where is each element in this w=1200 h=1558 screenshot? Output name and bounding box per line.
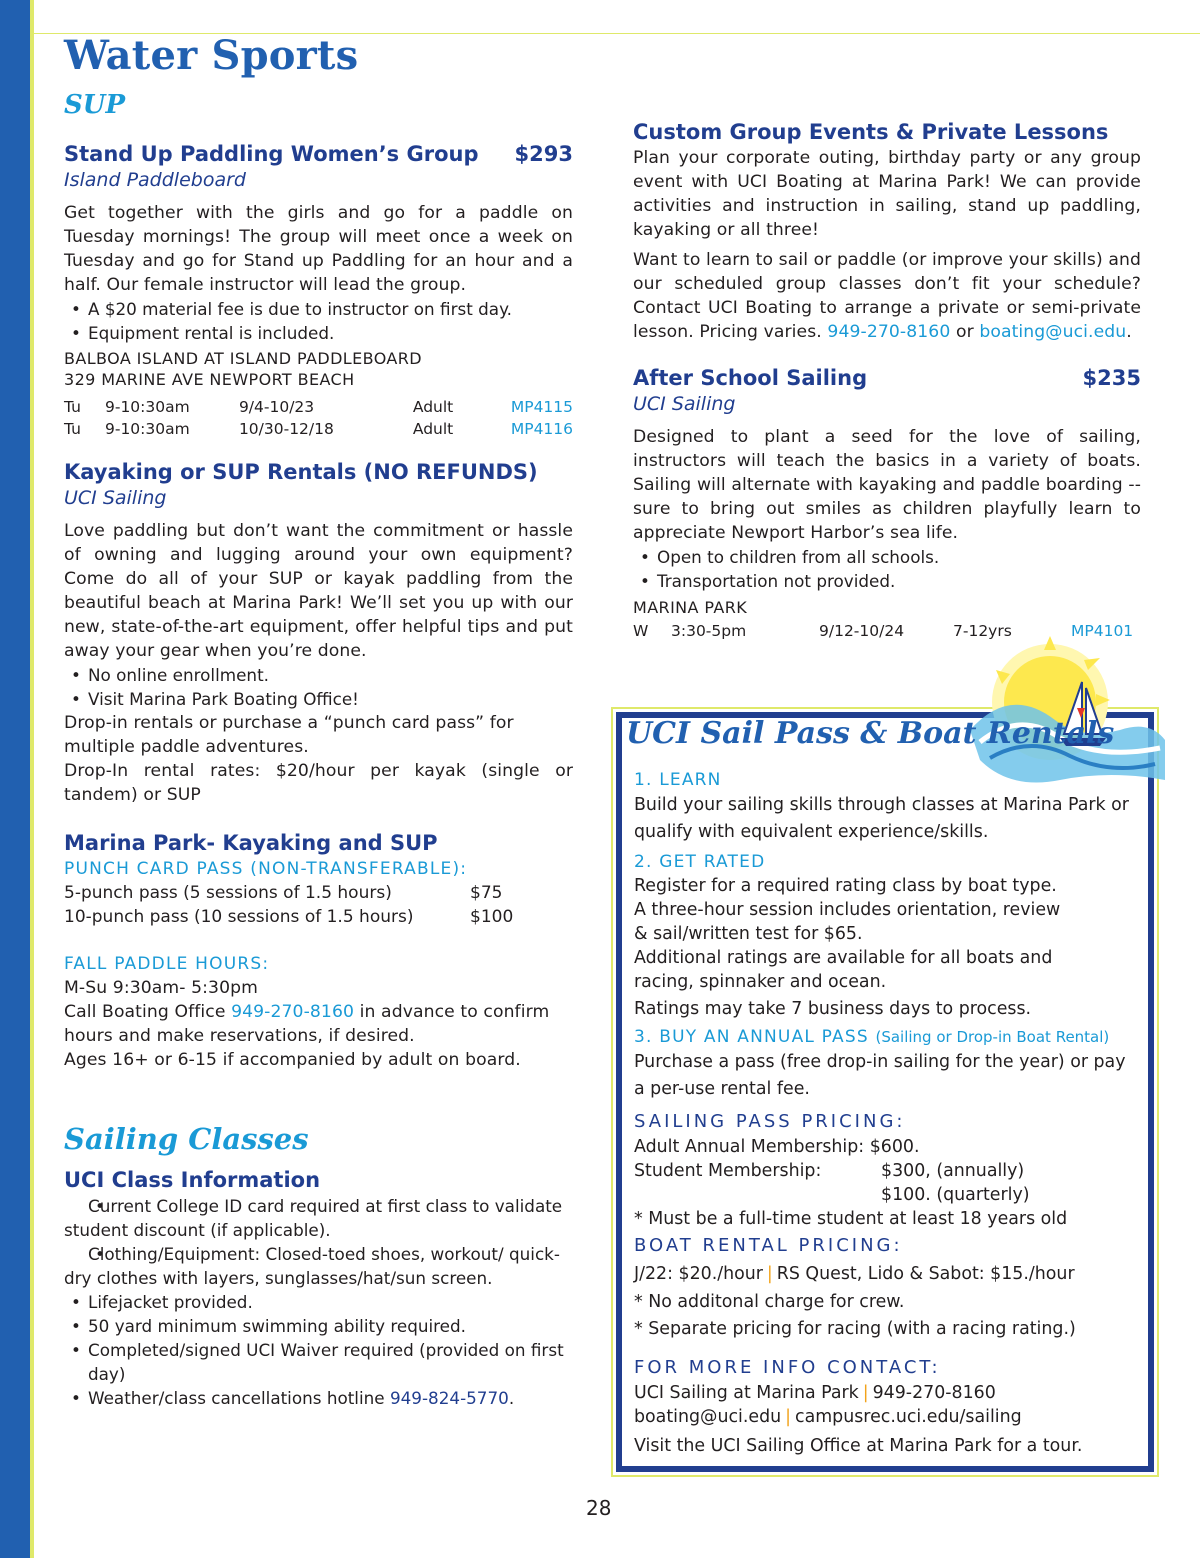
right-column <box>633 118 1141 642</box>
course-provider: Island Paddleboard <box>64 169 246 191</box>
list-item: • Lifejacket provided. <box>64 1290 573 1314</box>
schedule-age: Adult <box>412 398 454 416</box>
schedule-day: W <box>633 622 649 640</box>
separator-bar: | <box>785 1407 792 1427</box>
contact-web-link[interactable]: campusrec.uci.edu/sailing <box>795 1407 1022 1427</box>
racing-note: * Separate pricing for racing (with a racing rating.) <box>634 1319 1076 1339</box>
separator-bar: | <box>766 1264 773 1284</box>
course-price: $293 <box>514 142 573 166</box>
student-label: Student Membership: <box>634 1161 822 1181</box>
course-title: Kayaking or SUP Rentals (NO REFUNDS) <box>64 460 538 484</box>
course-name: Stand Up Paddling Women’s Group <box>64 142 479 166</box>
course-title: Custom Group Events & Private Lessons <box>633 120 1109 144</box>
crew-note: * No additonal charge for crew. <box>634 1292 905 1312</box>
list-item: • Equipment rental is included. <box>64 321 573 345</box>
list-item: • Completed/signed UCI Waiver required (provided on first day) <box>64 1338 573 1386</box>
punch-label: 10-punch pass (10 sessions of 1.5 hours) <box>64 907 414 927</box>
punch-price: $75 <box>470 883 503 903</box>
course-price: $235 <box>1082 366 1141 390</box>
list-item: • 50 yard minimum swimming ability required. <box>64 1314 573 1338</box>
step-pass-label <box>634 1025 1134 1049</box>
location-line: MARINA PARK <box>633 598 748 617</box>
call-prefix: Call Boating Office <box>64 1002 226 1022</box>
left-accent-stripe <box>30 0 34 1558</box>
list-item: • Clothing/Equipment: Closed-toed shoes, workout/ quick-dry clothes with layers, sunglasses/hat/sun screen. <box>64 1242 573 1290</box>
list-item: • No online enrollment. <box>64 663 573 687</box>
rs-price: RS Quest, Lido & Sabot: $15./hour <box>776 1264 1075 1284</box>
punch-card-heading: PUNCH CARD PASS (NON-TRANSFERABLE): <box>64 859 468 879</box>
step-rated-line: racing, spinnaker and ocean. <box>634 972 887 992</box>
punch-option <box>64 905 573 929</box>
marina-park-section <box>64 829 573 1072</box>
course-provider: UCI Sailing <box>64 487 167 509</box>
schedule-age: 7-12yrs <box>953 622 1012 640</box>
separator-bar: | <box>862 1383 869 1403</box>
step-pass-subtitle: (Sailing or Drop-in Boat Rental) <box>875 1028 1110 1046</box>
course-description: Designed to plant a seed for the love of sailing, instructors will teach the basics in a variety of boats. Sailing will alternate with kayaking and paddle boarding -- sure to bring out smiles as children playfully learn to appreciate Newport Harbor’s sea life. <box>633 427 1141 543</box>
schedule-dates: 10/30-12/18 <box>238 420 334 438</box>
course-provider: UCI Sailing <box>633 393 736 415</box>
punch-price: $100 <box>470 907 514 927</box>
class-info-section <box>64 1166 573 1410</box>
contact-email-link[interactable]: boating@uci.edu <box>634 1407 782 1427</box>
course-description: Love paddling but don’t want the commitment or hassle of owning and lugging around your own equipment? Come do all of your SUP or kayak paddling from the beautiful beach at Marina Park! We’ll set you up with our new, state-of-the-art equipment, offer helpful tips and put away your gear when you’re done. <box>64 521 573 661</box>
ratings-note: Ratings may take 7 business days to process. <box>634 999 1032 1019</box>
location-line: 329 MARINE AVE NEWPORT BEACH <box>64 370 355 389</box>
list-item: • Current College ID card required at first class to validate student discount (if applicable). <box>64 1194 573 1242</box>
course-title: Marina Park- Kayaking and SUP <box>64 831 438 855</box>
student-membership-row <box>634 1159 1134 1183</box>
contact-phone-link[interactable]: 949-270-8160 <box>872 1383 996 1403</box>
paddle-hours-heading: FALL PADDLE HOURS: <box>64 954 270 974</box>
custom-events-section <box>633 118 1141 344</box>
page-title: Water Sports <box>64 32 359 79</box>
after-school-course <box>633 364 1141 642</box>
punch-label: 5-punch pass (5 sessions of 1.5 hours) <box>64 883 392 903</box>
list-item: • Transportation not provided. <box>633 569 1141 593</box>
sup-section-heading: SUP <box>64 90 126 120</box>
hotline-suffix: . <box>508 1388 515 1408</box>
call-text <box>64 1000 573 1048</box>
hotline-prefix: Weather/class cancellations hotline <box>88 1388 385 1408</box>
left-column <box>64 140 573 1410</box>
adult-membership-row <box>634 1135 1134 1159</box>
ages-text: Ages 16+ or 6-15 if accompanied by adult on board. <box>64 1050 521 1070</box>
course-title: UCI Class Information <box>64 1168 321 1192</box>
student-price-annual: $300, (annually) <box>881 1161 1025 1181</box>
or-text: or <box>955 322 974 342</box>
step-rated-label: 2. GET RATED <box>634 852 766 872</box>
call-suffix: in advance to confirm hours and make reservations, if desired. <box>64 1002 550 1046</box>
custom-events-para1: Plan your corporate outing, birthday party or any group event with UCI Boating at Marina Park! We can provide activities and instruction in sailing, stand up paddling, kayaking or all three! <box>633 148 1141 240</box>
j22-price: J/22: $20./hour <box>634 1264 763 1284</box>
visit-text: Visit the UCI Sailing Office at Marina Park for a tour. <box>634 1436 1083 1456</box>
step-rated-line: Register for a required rating class by boat type. <box>634 876 1057 896</box>
course-title <box>64 140 573 168</box>
list-item: • Open to children from all schools. <box>633 545 1141 569</box>
course-code-link[interactable]: MP4116 <box>510 420 574 438</box>
phone-link[interactable]: 949-270-8160 <box>827 322 951 342</box>
course-name: After School Sailing <box>633 366 868 390</box>
step-learn-text: Build your sailing skills through classes at Marina Park or qualify with equivalent experience/skills. <box>634 795 1129 842</box>
step-rated-line: A three-hour session includes orientation, review <box>634 900 1061 920</box>
left-color-stripe <box>0 0 30 1558</box>
email-link[interactable]: boating@uci.edu <box>979 322 1127 342</box>
student-note: * Must be a full-time student at least 18 years old <box>634 1209 1068 1229</box>
schedule-row <box>64 396 573 418</box>
womens-group-course <box>64 140 573 440</box>
course-code-link[interactable]: MP4115 <box>510 398 574 416</box>
custom-events-para2-text: Want to learn to sail or paddle (or improve your skills) and our scheduled group classes don’t fit your schedule? Contact UCI Boating to arrange a private or semi-private lesson. Pricing varies. <box>633 250 1141 342</box>
phone-link[interactable]: 949-270-8160 <box>231 1002 355 1022</box>
schedule-time: 3:30-5pm <box>671 622 747 640</box>
schedule-day: Tu <box>64 398 81 416</box>
paddle-hours: M-Su 9:30am- 5:30pm <box>64 978 258 998</box>
schedule-dates: 9/4-10/23 <box>238 398 315 416</box>
course-description: Get together with the girls and go for a paddle on Tuesday mornings! The group will meet once a week on Tuesday and go for Stand up Paddling for an hour and a half. Our female instructor will lead the group. <box>64 203 573 295</box>
list-item: • A $20 material fee is due to instructor on first day. <box>64 297 573 321</box>
contact-heading: FOR MORE INFO CONTACT: <box>634 1357 941 1378</box>
step-rated-line: Additional ratings are available for all boats and <box>634 948 1053 968</box>
schedule-day: Tu <box>64 420 81 438</box>
sun-sailboat-illustration <box>960 630 1170 790</box>
boat-rental-pricing-heading: BOAT RENTAL PRICING: <box>634 1235 903 1256</box>
rentals-course <box>64 458 573 807</box>
sailing-pass-pricing-heading: SAILING PASS PRICING: <box>634 1111 906 1132</box>
schedule-dates: 9/12-10/24 <box>819 622 905 640</box>
dropin-text: Drop-in rentals or purchase a “punch card pass” for multiple paddle adventures. <box>64 713 514 757</box>
sail-pass-content <box>634 768 1134 1458</box>
course-title <box>633 364 1141 392</box>
step-learn-label: 1. LEARN <box>634 770 722 790</box>
schedule-time: 9-10:30am <box>104 420 190 438</box>
page-number: 28 <box>586 1496 612 1520</box>
schedule-time: 9-10:30am <box>104 398 190 416</box>
step-pass-text: Purchase a pass (free drop-in sailing for the year) or pay a per-use rental fee. <box>634 1052 1126 1099</box>
contact-line <box>634 1381 1134 1405</box>
location-line: BALBOA ISLAND AT ISLAND PADDLEBOARD <box>64 349 423 368</box>
contact-line <box>634 1405 1134 1429</box>
punch-option <box>64 881 573 905</box>
contact-name: UCI Sailing at Marina Park <box>634 1383 859 1403</box>
hotline-phone-link[interactable]: 949-824-5770 <box>389 1388 509 1408</box>
adult-price: $600. <box>869 1137 920 1157</box>
sentence-end: . <box>1126 322 1132 342</box>
schedule-row <box>64 418 573 440</box>
rates-text: Drop-In rental rates: $20/hour per kayak (single or tandem) or SUP <box>64 761 573 805</box>
course-code-link[interactable]: MP4101 <box>1071 622 1134 640</box>
step-rated-line: & sail/written test for $65. <box>634 924 863 944</box>
sail-pass-title: UCI Sail Pass & Boat Rentals <box>626 716 1115 751</box>
step-pass-title: 3. BUY AN ANNUAL PASS <box>634 1027 869 1047</box>
schedule-age: Adult <box>412 420 454 438</box>
adult-label: Adult Annual Membership: <box>634 1137 865 1157</box>
sailing-classes-heading: Sailing Classes <box>64 1122 309 1156</box>
list-item <box>64 1386 573 1410</box>
list-item: • Visit Marina Park Boating Office! <box>64 687 573 711</box>
boat-rental-rates <box>634 1259 1134 1289</box>
student-price-quarterly: $100. (quarterly) <box>881 1185 1030 1205</box>
custom-events-para2 <box>633 248 1141 344</box>
